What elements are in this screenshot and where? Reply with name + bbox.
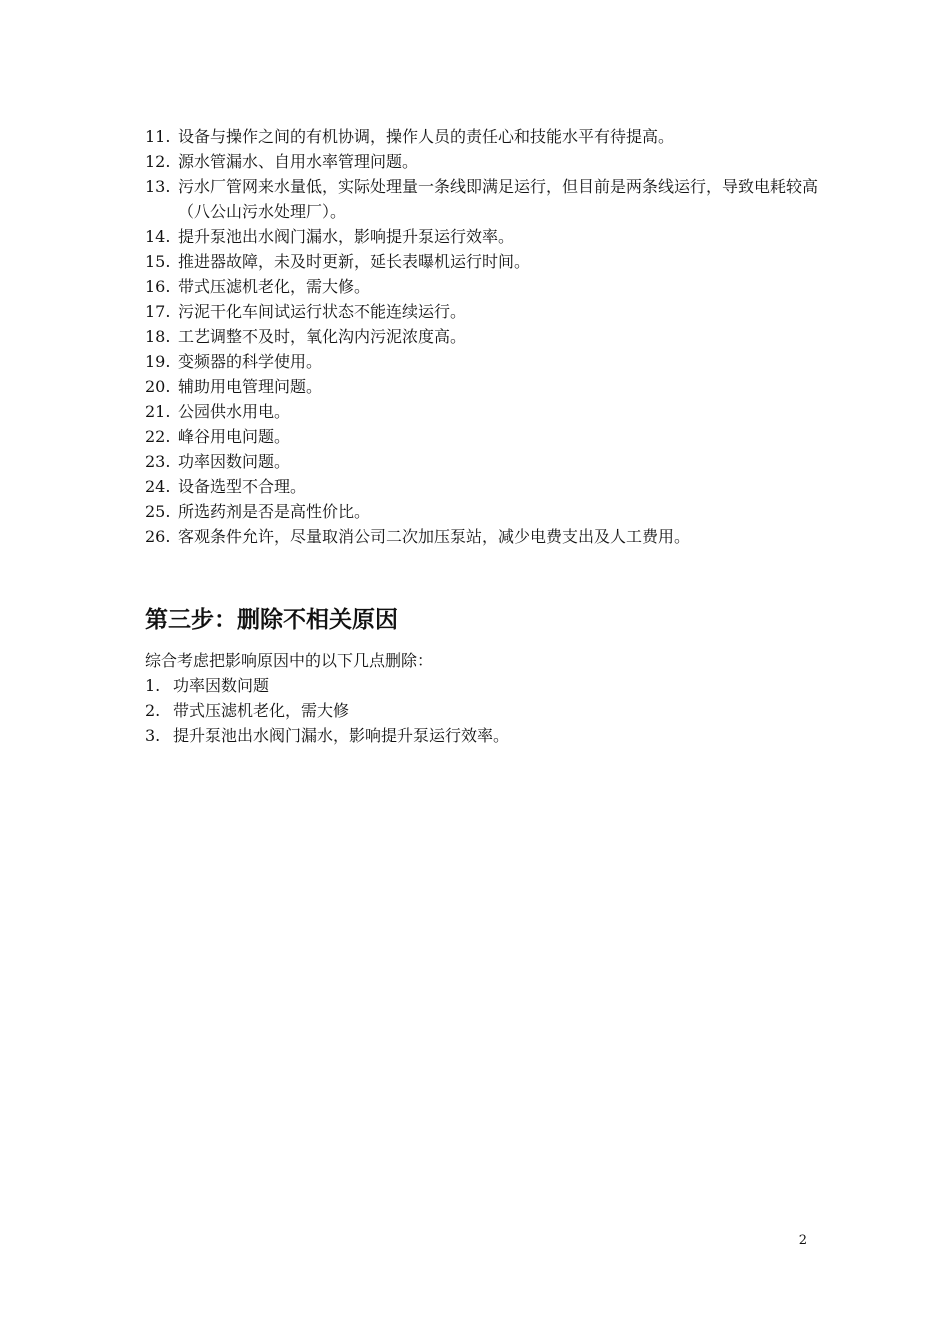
item-text: 变频器的科学使用。 xyxy=(178,352,323,371)
item-text: 所选药剂是否是高性价比。 xyxy=(178,502,371,521)
list-item xyxy=(145,374,825,399)
item-number: 18. xyxy=(145,327,171,346)
item-text: 提升泵池出水阀门漏水，影响提升泵运行效率。 xyxy=(173,726,510,745)
item-number: 24. xyxy=(145,477,171,496)
item-text: 功率因数问题。 xyxy=(178,452,291,471)
item-number: 15. xyxy=(145,252,171,271)
list-item xyxy=(145,324,825,349)
list-item xyxy=(145,474,825,499)
section-intro: 综合考虑把影响原因中的以下几点删除： xyxy=(145,651,434,670)
item-text: 辅助用电管理问题。 xyxy=(178,377,323,396)
item-number: 11. xyxy=(145,127,171,146)
list-item xyxy=(145,723,825,748)
item-number: 2. xyxy=(145,701,161,720)
item-number: 21. xyxy=(145,402,171,421)
item-number: 14. xyxy=(145,227,171,246)
list-item xyxy=(145,673,825,698)
list-item xyxy=(145,149,825,174)
list-item xyxy=(145,449,825,474)
list-item xyxy=(145,274,825,299)
section-heading: 第三步：删除不相关原因 xyxy=(145,607,398,633)
removed-cause-list xyxy=(145,673,825,748)
list-item xyxy=(145,499,825,524)
item-number: 17. xyxy=(145,302,171,321)
list-item xyxy=(145,698,825,723)
item-text: 污泥干化车间试运行状态不能连续运行。 xyxy=(178,302,467,321)
list-item xyxy=(145,399,825,424)
item-text: 带式压滤机老化，需大修 xyxy=(173,701,350,720)
item-number: 23. xyxy=(145,452,171,471)
item-number: 13. xyxy=(145,177,171,196)
item-number: 25. xyxy=(145,502,171,521)
item-text: 公园供水用电。 xyxy=(178,402,291,421)
item-number: 3. xyxy=(145,726,161,745)
item-text: 提升泵池出水阀门漏水，影响提升泵运行效率。 xyxy=(178,227,515,246)
item-text: 客观条件允许，尽量取消公司二次加压泵站，减少电费支出及人工费用。 xyxy=(178,527,691,546)
list-item xyxy=(145,224,825,249)
item-text: 源水管漏水、自用水率管理问题。 xyxy=(178,152,419,171)
item-text: 设备选型不合理。 xyxy=(178,477,307,496)
item-text: 带式压滤机老化，需大修。 xyxy=(178,277,371,296)
list-item xyxy=(145,174,825,224)
item-number: 19. xyxy=(145,352,171,371)
item-number: 1. xyxy=(145,676,161,695)
list-item xyxy=(145,349,825,374)
item-number: 22. xyxy=(145,427,171,446)
item-text: 推进器故障，未及时更新，延长表曝机运行时间。 xyxy=(178,252,531,271)
item-text: 功率因数问题 xyxy=(173,676,270,695)
page-number: 2 xyxy=(798,1233,807,1248)
item-text: 设备与操作之间的有机协调，操作人员的责任心和技能水平有待提高。 xyxy=(178,127,675,146)
item-number: 20. xyxy=(145,377,171,396)
list-item xyxy=(145,249,825,274)
item-number: 12. xyxy=(145,152,171,171)
item-number: 16. xyxy=(145,277,171,296)
item-number: 26. xyxy=(145,527,171,546)
item-text: 峰谷用电问题。 xyxy=(178,427,291,446)
item-text: 污水厂管网来水量低，实际处理量一条线即满足运行，但目前是两条线运行，导致电耗较高（八公山污水处理厂）。 xyxy=(178,177,819,221)
list-item xyxy=(145,424,825,449)
list-item xyxy=(145,524,825,549)
list-item xyxy=(145,299,825,324)
cause-list xyxy=(145,124,825,549)
list-item xyxy=(145,124,825,149)
item-text: 工艺调整不及时，氧化沟内污泥浓度高。 xyxy=(178,327,467,346)
